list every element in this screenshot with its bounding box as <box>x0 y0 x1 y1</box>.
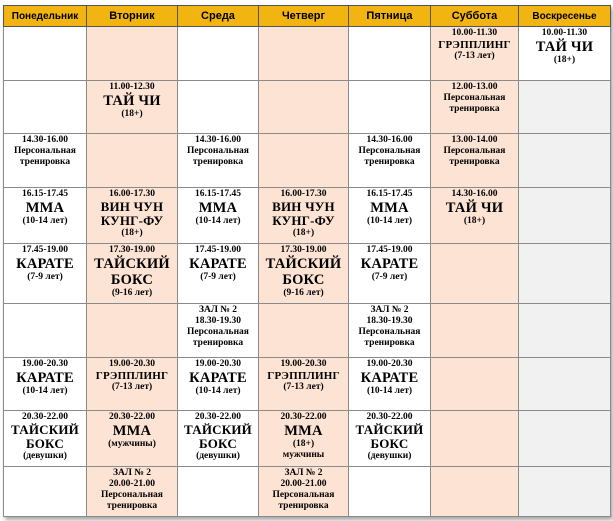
class-note: (10-14 лет) <box>22 215 68 226</box>
class-note: (18+) <box>463 215 486 226</box>
class-note: (7-9 лет) <box>27 271 63 282</box>
class-title-line2: КУНГ-ФУ <box>272 212 335 228</box>
class-time: 20.30-22.00 <box>280 412 327 423</box>
class-title: КАРАТЕ <box>189 255 247 272</box>
schedule-cell <box>519 80 611 134</box>
schedule-cell <box>4 467 87 517</box>
class-title-line2: БОКС <box>370 436 409 452</box>
schedule-cell <box>4 411 87 467</box>
class-time: 10.00-11.30 <box>451 28 498 38</box>
schedule-table <box>3 5 611 517</box>
class-time: 17.45-19.00 <box>366 244 413 255</box>
class-detail: тренировка <box>192 338 244 349</box>
weekday-header-row <box>4 6 611 27</box>
class-time: 19.00-20.30 <box>195 358 241 369</box>
class-note: (18+) <box>121 108 143 119</box>
schedule-cell <box>349 411 431 467</box>
class-note: (10-14 лет) <box>366 215 413 226</box>
class-title: ММА <box>198 199 238 216</box>
day-header: Четверг <box>259 6 349 27</box>
class-note: (7-9 лет) <box>200 271 236 282</box>
class-time: 12.00-13.00 <box>451 81 498 92</box>
class-time: 19.00-20.30 <box>366 358 413 369</box>
schedule-cell <box>349 27 431 81</box>
time-slot-row <box>4 304 611 358</box>
class-title-line2: БОКС <box>26 436 64 452</box>
schedule-cell <box>4 187 87 243</box>
class-title: ТАЙСКИЙ <box>355 422 424 438</box>
class-time: 16.15-17.45 <box>195 188 241 199</box>
class-time: 20.30-22.00 <box>22 412 68 423</box>
class-detail: Персональная <box>358 146 421 157</box>
class-time: 16.15-17.45 <box>366 188 413 199</box>
schedule-cell <box>178 243 259 303</box>
class-time: 16.00-17.30 <box>280 188 327 199</box>
class-title: ВИН ЧУН <box>100 198 164 214</box>
schedule-cell <box>519 187 611 243</box>
class-title: ГРЭППЛИНГ <box>438 39 511 51</box>
class-note: (9-16 лет) <box>283 287 324 298</box>
schedule-cell <box>259 80 349 134</box>
class-detail: Персональная <box>272 490 335 501</box>
schedule-cell <box>431 80 519 134</box>
class-detail: 18.30-19.30 <box>195 316 241 327</box>
schedule-cell <box>259 304 349 358</box>
class-detail: Персональная <box>14 146 76 157</box>
time-slot-row <box>4 467 611 517</box>
day-header: Пятница <box>349 6 431 27</box>
schedule-cell <box>4 357 87 411</box>
schedule-cell <box>87 243 178 303</box>
class-time: ЗАЛ № 2 <box>370 305 409 316</box>
class-title: ГРЭППЛИНГ <box>267 369 340 382</box>
time-slot-row <box>4 27 611 81</box>
class-note: (девушки) <box>196 451 240 462</box>
schedule-cell <box>349 357 431 411</box>
class-detail: Персональная <box>358 327 421 338</box>
class-detail: Персональная <box>443 146 506 157</box>
class-note: (7-13 лет) <box>111 381 153 392</box>
schedule-cell <box>431 243 519 303</box>
schedule-cell <box>178 187 259 243</box>
class-time: 20.30-22.00 <box>195 412 241 423</box>
schedule-cell <box>259 467 349 517</box>
class-title: ВИН ЧУН <box>272 198 335 214</box>
class-time: 16.00-17.30 <box>109 188 155 199</box>
class-note: (девушки) <box>23 451 67 462</box>
class-time: 20.30-22.00 <box>366 412 413 423</box>
schedule-cell <box>178 134 259 188</box>
class-detail: 20.00-21.00 <box>109 479 155 490</box>
class-note: (18+) <box>553 55 576 65</box>
class-note: (18+) <box>292 227 315 238</box>
class-time: 14.30-16.00 <box>195 135 241 146</box>
time-slot-row <box>4 187 611 243</box>
schedule-cell <box>259 357 349 411</box>
class-detail: Персональная <box>443 92 506 103</box>
schedule-cell <box>349 187 431 243</box>
class-title: ТАЙСКИЙ <box>94 255 170 272</box>
schedule-cell <box>349 467 431 517</box>
class-note: (9-16 лет) <box>111 287 153 298</box>
schedule-cell <box>178 467 259 517</box>
day-header: Суббота <box>431 6 519 27</box>
class-note: (18+) <box>121 227 143 238</box>
schedule-cell <box>178 27 259 81</box>
class-title: ТАЙ ЧИ <box>445 199 504 216</box>
schedule-cell <box>178 411 259 467</box>
class-detail: тренировка <box>449 103 500 114</box>
class-title: ТАЙСКИЙ <box>184 422 252 438</box>
schedule-cell <box>259 187 349 243</box>
time-slot-row <box>4 134 611 188</box>
class-note: (7-13 лет) <box>454 51 495 61</box>
class-title: КАРАТЕ <box>360 255 419 272</box>
class-time: ЗАЛ № 2 <box>113 468 151 479</box>
class-time: 17.30-19.00 <box>109 244 155 255</box>
class-detail: тренировка <box>192 157 244 168</box>
class-title-line2: БОКС <box>199 436 237 452</box>
class-time: 19.00-20.30 <box>109 358 155 369</box>
class-title: ТАЙ ЧИ <box>103 92 161 109</box>
schedule-cell <box>87 27 178 81</box>
class-detail: Персональная <box>101 490 163 501</box>
class-detail: тренировка <box>364 157 415 168</box>
schedule-cell <box>4 27 87 81</box>
class-title: ММА <box>370 199 409 216</box>
class-detail: тренировка <box>364 338 415 349</box>
schedule-cell <box>349 304 431 358</box>
class-note: (7-13 лет) <box>283 381 324 392</box>
schedule-cell <box>519 27 611 81</box>
time-slot-row <box>4 411 611 467</box>
class-title: КАРАТЕ <box>189 369 247 386</box>
schedule-cell <box>4 304 87 358</box>
time-slot-row <box>4 243 611 303</box>
class-note: (10-14 лет) <box>366 385 413 396</box>
class-time: 19.00-20.30 <box>22 358 68 369</box>
schedule-cell <box>87 304 178 358</box>
class-note: (10-14 лет) <box>195 215 241 226</box>
class-title: ММА <box>284 423 323 440</box>
schedule-cell <box>519 243 611 303</box>
time-slot-row <box>4 80 611 134</box>
schedule-cell <box>4 243 87 303</box>
class-detail: тренировка <box>19 157 71 168</box>
schedule-cell <box>4 80 87 134</box>
class-time: 14.30-16.00 <box>22 135 68 146</box>
class-time: 19.00-20.30 <box>280 358 327 369</box>
schedule-cell <box>431 134 519 188</box>
schedule-cell <box>349 80 431 134</box>
class-note: (7-9 лет) <box>371 271 408 282</box>
class-time: 16.15-17.45 <box>22 188 68 199</box>
schedule-cell <box>87 357 178 411</box>
schedule-cell <box>259 243 349 303</box>
schedule-cell <box>87 187 178 243</box>
schedule-cell <box>4 134 87 188</box>
class-time: 17.45-19.00 <box>195 244 241 255</box>
class-time: 11.00-12.30 <box>109 81 155 92</box>
class-title-line2: БОКС <box>110 271 154 288</box>
schedule-header <box>4 6 611 27</box>
schedule-cell <box>349 243 431 303</box>
schedule-cell <box>431 467 519 517</box>
class-title: КАРАТЕ <box>16 255 74 272</box>
class-detail: тренировка <box>278 501 329 512</box>
time-slot-row <box>4 357 611 411</box>
class-note: (девушки) <box>367 451 412 462</box>
schedule-cell <box>87 467 178 517</box>
class-time: 13.00-14.00 <box>451 135 498 146</box>
class-time: 14.30-16.00 <box>451 188 498 199</box>
class-note: (мужчины) <box>108 439 156 450</box>
class-title: ТАЙ ЧИ <box>535 39 594 55</box>
schedule-cell <box>519 357 611 411</box>
day-header: Понедельник <box>4 6 87 27</box>
class-detail: мужчины <box>282 450 325 461</box>
day-header: Вторник <box>87 6 178 27</box>
class-title-line2: КУНГ-ФУ <box>100 212 164 228</box>
class-title: ТАЙСКИЙ <box>265 255 342 272</box>
class-title: ГРЭППЛИНГ <box>95 369 169 382</box>
class-detail: тренировка <box>449 157 500 168</box>
schedule-cell <box>431 187 519 243</box>
class-title: КАРАТЕ <box>16 369 74 386</box>
class-detail: (18+) <box>292 439 315 450</box>
class-time: 20.30-22.00 <box>109 412 155 423</box>
class-title: ММА <box>112 423 152 440</box>
class-time: 14.30-16.00 <box>366 135 413 146</box>
class-detail: 20.00-21.00 <box>280 479 327 490</box>
class-detail: тренировка <box>106 501 158 512</box>
class-detail: Персональная <box>187 146 249 157</box>
schedule-cell <box>259 134 349 188</box>
schedule-cell <box>519 304 611 358</box>
class-time: ЗАЛ № 2 <box>199 305 237 316</box>
class-title-line2: БОКС <box>282 271 325 288</box>
schedule-cell <box>178 357 259 411</box>
class-time: 17.45-19.00 <box>22 244 68 255</box>
schedule-cell <box>178 80 259 134</box>
schedule-cell <box>519 467 611 517</box>
schedule-cell <box>519 134 611 188</box>
class-title: КАРАТЕ <box>360 369 419 386</box>
schedule-cell <box>431 411 519 467</box>
schedule-cell <box>519 411 611 467</box>
class-note: (10-14 лет) <box>22 385 68 396</box>
schedule-cell <box>431 304 519 358</box>
schedule-cell <box>259 411 349 467</box>
class-detail: 18.30-19.30 <box>366 316 413 327</box>
day-header: Воскресенье <box>519 6 611 27</box>
schedule-cell <box>349 134 431 188</box>
class-time: 10.00-11.30 <box>541 28 588 38</box>
schedule-body <box>4 27 611 517</box>
class-detail: Персональная <box>187 327 249 338</box>
schedule-cell <box>87 134 178 188</box>
class-title: ММА <box>25 199 65 216</box>
schedule-cell <box>87 411 178 467</box>
schedule-cell <box>87 80 178 134</box>
class-time: 17.30-19.00 <box>280 244 327 255</box>
class-note: (10-14 лет) <box>195 385 241 396</box>
schedule-cell <box>259 27 349 81</box>
class-time: ЗАЛ № 2 <box>284 468 323 479</box>
class-title: ТАЙСКИЙ <box>11 422 79 438</box>
schedule-cell <box>178 304 259 358</box>
day-header: Среда <box>178 6 259 27</box>
schedule-cell <box>431 357 519 411</box>
schedule-cell <box>431 27 519 81</box>
